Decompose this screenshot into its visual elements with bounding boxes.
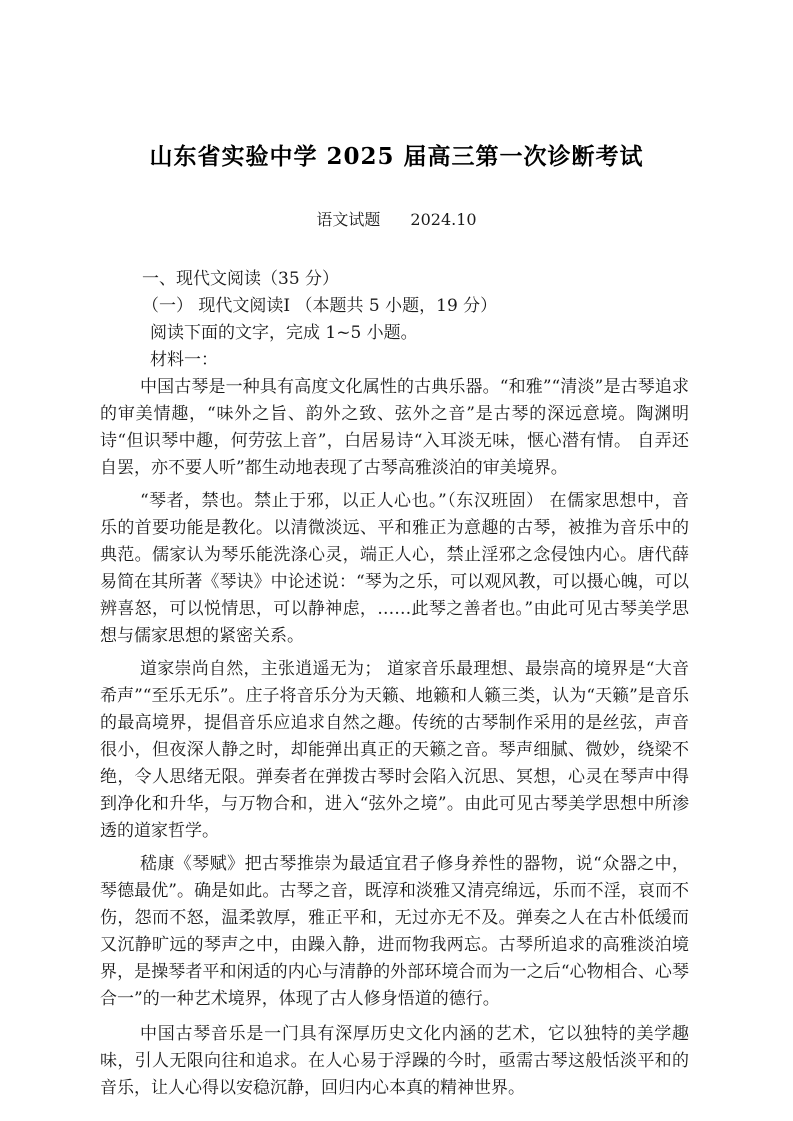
section-heading-modern-reading: 一、现代文阅读（35 分） — [142, 269, 340, 289]
exam-title: 山东省实验中学 2025 届高三第一次诊断考试 — [149, 143, 644, 170]
material-paragraph: 中国古琴音乐是一门具有深厚历史文化内涵的艺术，它以独特的美学趣味，引人无限向往和追求。在人心易于浮躁的今时，亟需古琴这般恬淡平和的音乐，让人心得以安稳沉静，回归内心本真的精神世界。 — [100, 1024, 689, 1098]
exam-date: 2024.10 — [410, 210, 477, 229]
material-one-label: 材料一： — [150, 350, 218, 370]
subsection-heading-reading-1: （一） 现代文阅读Ⅰ （本题共 5 小题，19 分） — [142, 296, 498, 316]
subject-name: 语文试题 — [316, 210, 381, 229]
material-paragraph: 嵇康《琴赋》把古琴推崇为最适宜君子修身养性的器物，说“众器之中，琴德最优”。确是如此。古琴之音，既淳和淡雅又清亮绵远，乐而不淫，哀而不伤，怨而不怒，温柔敦厚，雅正平和，无过亦无不及。弹奏之人在古朴低缓而又沉静旷远的琴声之中，由躁入静，进而物我两忘。古琴所追求的高雅淡泊境界，是操琴者平和闲适的内心与清静的外部环境合而为一之后“心物相合、心琴合一”的一种艺术境界，体现了古人修身悟道的德行。 — [100, 854, 689, 1009]
material-paragraph: “琴者，禁也。禁止于邪，以正人心也。”（东汉班固） 在儒家思想中，音乐的首要功能是教化。以清微淡远、平和雅正为意趣的古琴，被推为音乐中的典范。儒家认为琴乐能洗涤心灵，端正人心，禁止淫邪之念侵蚀内心。唐代薛易简在其所著《琴诀》中论述说：“琴为之乐，可以观风教，可以摄心魄，可以辨喜怒，可以悦情思，可以静神虑，……此琴之善者也。”由此可见古琴美学思想与儒家思想的紧密关系。 — [100, 491, 689, 646]
subject-line — [0, 209, 793, 231]
material-paragraph: 中国古琴是一种具有高度文化属性的古典乐器。“和雅”“清淡”是古琴追求的审美情趣，“味外之旨、韵外之致、弦外之音”是古琴的深远意境。陶渊明诗“但识琴中趣，何劳弦上音”，白居易诗“入耳淡无味，惬心潜有情。 自弄还自罢，亦不要人听”都生动地表现了古琴高雅淡泊的审美境界。 — [100, 377, 689, 478]
reading-instruction: 阅读下面的文字，完成 1~5 小题。 — [150, 323, 418, 343]
exam-content — [100, 266, 689, 1102]
material-paragraph: 道家崇尚自然，主张逍遥无为； 道家音乐最理想、最崇高的境界是“大音希声”“至乐无乐”。庄子将音乐分为天籁、地籁和人籁三类，认为“天籁”是音乐的最高境界，提倡音乐应追求自然之趣。传统的古琴制作采用的是丝弦，声音很小，但夜深人静之时，却能弹出真正的天籁之音。琴声细腻、微妙，绕梁不绝，令人思绪无限。弹奏者在弹拨古琴时会陷入沉思、冥想，心灵在琴声中得到净化和升华，与万物合和，进入“弦外之境”。由此可见古琴美学思想中所渗透的道家哲学。 — [100, 659, 689, 841]
